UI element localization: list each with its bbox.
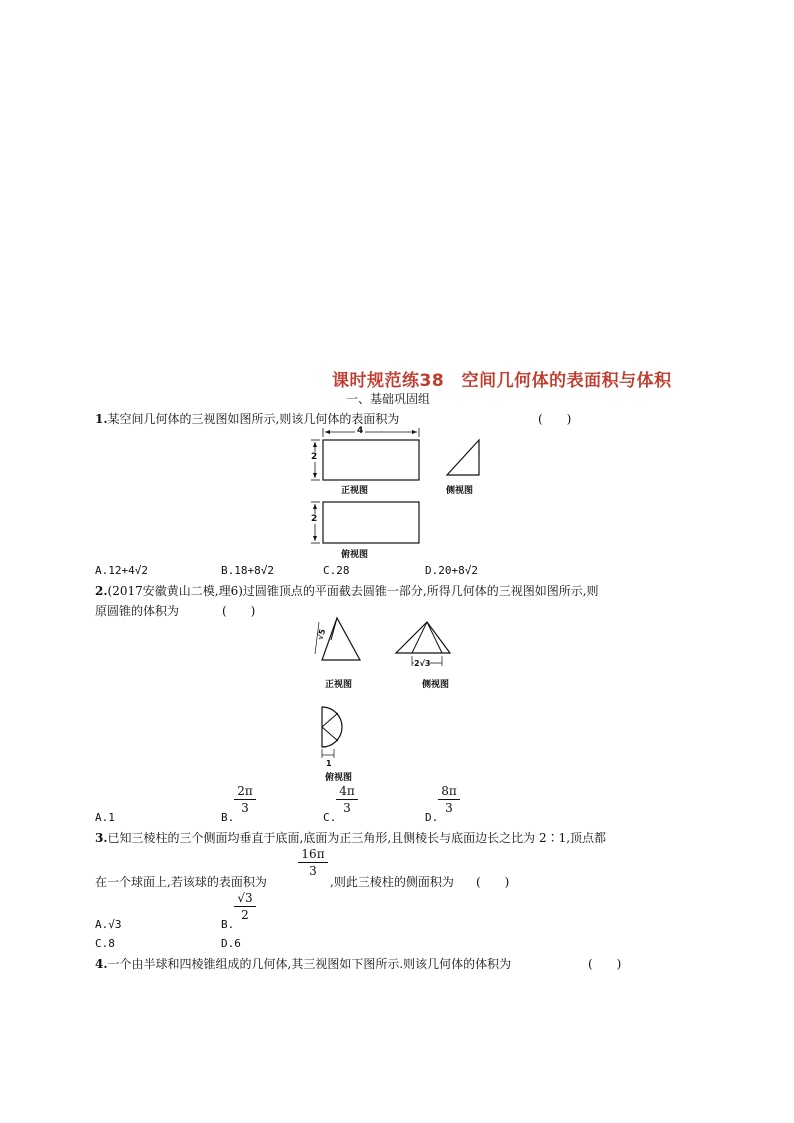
q1-dim-width: 4	[357, 426, 364, 436]
question-3-fraction-numerator: 16π	[301, 847, 325, 861]
question-3-paren: ( )	[476, 875, 510, 889]
q1-three-view-figure	[305, 424, 505, 564]
question-1-number: 1.	[95, 412, 108, 426]
q2-option-c-numerator: 4π	[339, 784, 355, 798]
question-4	[95, 955, 511, 972]
q2-label-side: 侧视图	[422, 680, 450, 690]
q2-dim-base: 2√3	[414, 659, 431, 668]
q1-top-view-rect	[323, 502, 419, 543]
q3-option-d: D.6	[221, 937, 241, 950]
q1-dim-height-front: 2	[311, 452, 318, 462]
question-4-number: 4.	[95, 957, 108, 971]
question-3-fraction-denominator: 3	[309, 864, 317, 878]
question-4-paren: ( )	[588, 957, 622, 971]
q3-option-a: A.√3	[95, 918, 122, 931]
q2-dim-top: 1	[326, 759, 332, 768]
q1-label-side: 侧视图	[446, 486, 474, 496]
question-1-text: 某空间几何体的三视图如图所示,则该几何体的表面积为	[107, 412, 400, 426]
q3-option-b-numerator: √3	[237, 891, 253, 905]
q1-option-a: A.12+4√2	[95, 564, 148, 577]
question-2-text-line-2: 原圆锥的体积为	[95, 604, 180, 618]
q2-option-d-prefix: D.	[425, 811, 439, 824]
q1-option-d: D.20+8√2	[425, 564, 478, 577]
q1-option-b: B.18+8√2	[221, 564, 274, 577]
q2-option-b-prefix: B.	[221, 811, 235, 824]
question-3-text-line-2b: ,则此三棱柱的侧面积为	[330, 875, 454, 889]
q2-option-b-denominator: 3	[241, 801, 249, 815]
q2-option-a: A.1	[95, 811, 115, 824]
q2-top-view-shape	[322, 707, 342, 747]
q2-dim-slant: √5	[315, 628, 328, 641]
question-2-text-line-1: (2017安徽黄山二模,理6)过圆锥顶点的平面截去圆锥一部分,所得几何体的三视图如图所示,则	[107, 584, 599, 598]
q3-option-b-denominator: 2	[241, 908, 249, 922]
question-1-paren: ( )	[538, 412, 572, 426]
section-heading: 一、基础巩固组	[346, 392, 431, 406]
q2-front-view-shape	[322, 618, 360, 660]
question-2-number: 2.	[95, 584, 108, 598]
q1-label-front: 正视图	[341, 486, 369, 496]
page-title: 课时规范练38 空间几何体的表面积与体积	[332, 371, 672, 391]
q3-option-b-fraction	[234, 891, 256, 922]
question-2-paren: ( )	[222, 604, 256, 618]
q3-option-b-prefix: B.	[221, 918, 235, 931]
q2-option-c-denominator: 3	[343, 801, 351, 815]
q2-option-d-denominator: 3	[445, 801, 453, 815]
q1-side-view-triangle	[447, 440, 479, 475]
q2-option-d-fraction	[438, 784, 460, 815]
q2-label-front: 正视图	[325, 680, 353, 690]
question-3-line-1	[95, 829, 606, 846]
q2-option-b-numerator: 2π	[237, 784, 253, 798]
question-2-line-1	[95, 582, 599, 599]
question-3-sphere-area-fraction	[298, 847, 328, 878]
q2-side-view-shape	[396, 622, 450, 653]
q2-option-b-fraction	[234, 784, 256, 815]
question-3-text-line-1: 已知三棱柱的三个侧面均垂直于底面,底面为正三角形,且侧棱长与底面边长之比为 2∶1,顶点都	[107, 831, 607, 845]
question-4-text: 一个由半球和四棱锥组成的几何体,其三视图如下图所示.则该几何体的体积为	[107, 957, 512, 971]
q1-dim-height-top: 2	[311, 514, 318, 524]
q1-option-c: C.28	[323, 564, 350, 577]
question-3-text-line-2a: 在一个球面上,若该球的表面积为	[95, 875, 267, 889]
q2-label-top: 俯视图	[325, 773, 353, 783]
q1-label-top: 俯视图	[341, 550, 369, 560]
q2-option-d-numerator: 8π	[441, 784, 457, 798]
q3-option-c: C.8	[95, 937, 115, 950]
q2-option-c-fraction	[336, 784, 358, 815]
q2-option-c-prefix: C.	[323, 811, 337, 824]
q1-front-view-rect	[323, 440, 419, 480]
question-3-number: 3.	[95, 831, 108, 845]
